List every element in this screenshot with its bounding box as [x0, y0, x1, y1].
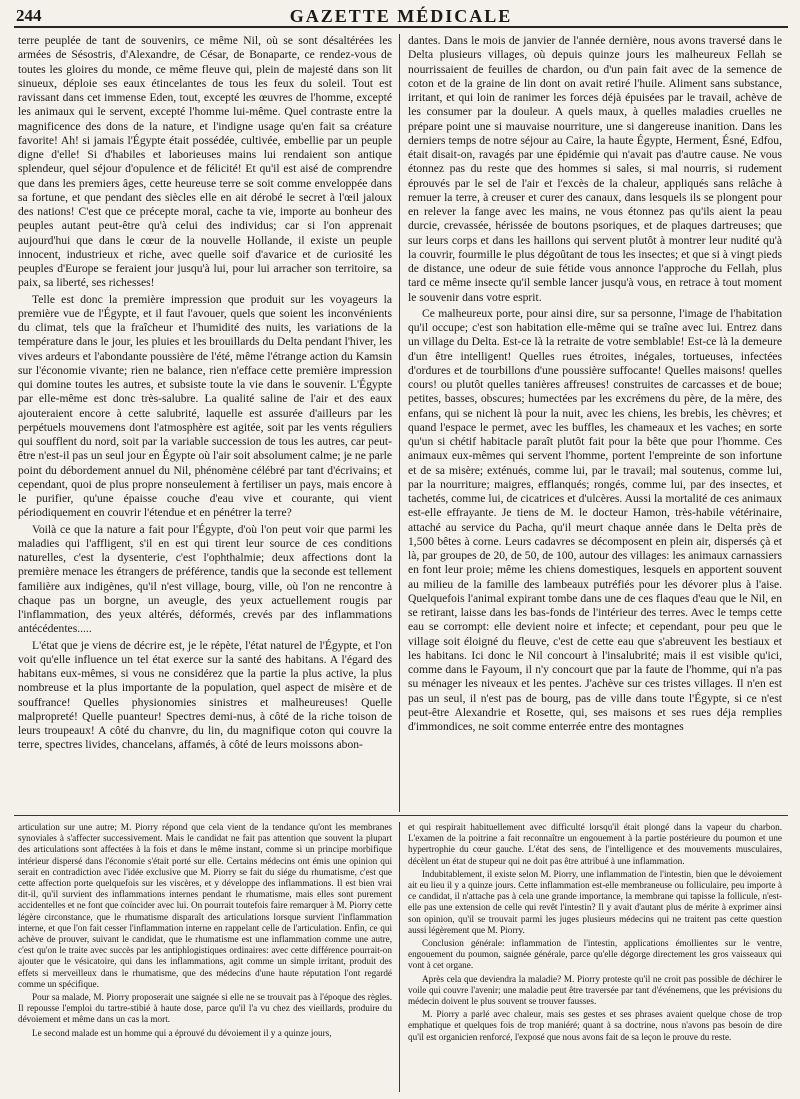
paragraph: et qui respirait habituellement avec difficulté lorsqu'il était plongé dans la vapeur du charbon. L'examen de la poitrine a fait reconnaître un engouement à la partie postérieure du poumon et une hypertrophie du cœur gauche. L'état des sens, de l'intelligence et des mouvements musculaires, décèlent un état de stupeur qui ne doit pas être attribué à une inflammation. [408, 822, 782, 866]
paragraph: terre peuplée de tant de souvenirs, ce même Nil, où se sont désaltérées les armées de Sésostris, d'Alexandre, de César, de Bonaparte, ce rendez-vous de toutes les gloires du monde, ce même fleuve qui, plein de majesté dans son lit sinueux, déploie ses eaux étincelantes de tous les feux du soleil. Tout est ravissant dans cet immense Eden, tout, excepté les œuvres de l'homme, excepté les animaux qui le servent, excepté l'homme lui-même. Quel contraste entre la magnificence des dons de la nature, et l'indigne usage qu'en fait sa créature favorite! Ah! si jamais l'Égypte était possédée, cultivée, embellie par un peuple digne d'elle! Si d'habiles et laborieuses mains lui rendaient son antique splendeur, quel séjour d'opulence et de félicité! Et qu'il est aisé de comprendre que dans les premiers âges, cette heureuse terre se soit comme enveloppée dans sa fortune, et que pendant des siècles elle en ait dérobé le secret à l'œil jaloux des nations! C'est que ce précepte moral, cache ta vie, importe au bonheur des peuples autant peut-être qu'à celui des individus; car si l'on apprenait aujourd'hui que dans le cœur de la nouvelle Hollande, il existe un peuple innocent, industrieux et riche, avec quelle soif d'avarice et de curiosité les peuples d'Europe se feraient jour jusqu'à lui, pour lui arracher son territoire, sa paix, sa liberté, ses richesses! [18, 34, 392, 290]
running-title: GAZETTE MÉDICALE [289, 6, 513, 26]
column-divider [399, 822, 400, 1092]
page-header [14, 4, 788, 28]
paragraph: Pour sa malade, M. Piorry proposerait une saignée si elle ne se trouvait pas à l'époque des règles. Il repousse l'emploi du tartre-stibié à haute dose, parce qu'il l'a vu chez des vieillards, produire du dévoiement et même dans un cas la mort. [18, 992, 392, 1025]
paragraph: M. Piorry a parlé avec chaleur, mais ses gestes et ses phrases avaient quelque chose de trop emphatique et quelques fois de trop maniéré; quant à sa doctrine, nous n'avons pas besoin de dire qu'il est organicien renforcé, l'exposé que nous avons fait de sa leçon le prouve du reste. [408, 1009, 782, 1042]
paragraph: Indubitablement, il existe selon M. Piorry, une inflammation de l'intestin, bien que le dévoiement ait eu lieu il y a quinze jours. Cette inflammation est-elle membraneuse ou folliculaire, peu importe à ce candidat, il n'attache pas à cela une grande importance, la membrane qui tapisse la follicule, n'est-elle pas une extension de celle qui revêt l'intestin? Il y avait d'autant plus de mérite à exprimer ainsi son opinion, qu'il se trouvait parmi les juges plusieurs médecins qui ne traitent pas cette question aussi légèrement que M. Piorry. [408, 868, 782, 935]
paragraph: Après cela que deviendra la maladie? M. Piorry proteste qu'il ne croit pas possible de déchirer le voile qui couvre l'avenir; une maladie peut être traversée par tant d'événemens, que les prévisions du médecin doivent le plus souvent se trouver fausses. [408, 973, 782, 1007]
paragraph: Telle est donc la première impression que produit sur les voyageurs la première vue de l'Égypte, et il faut l'avouer, quels que soient les inconvénients du climat, tels que la fraîcheur et l'humidité des nuits, les variations de la température dans le jour, les pluies et les brouillards du Delta pendant l'hiver, les vives ardeurs et l'abondante poussière de l'été, même l'étrange action du Kamsin sur l'économie vivante; rien ne balance, rien n'efface cette première impression qui domine toutes les autres, et subsiste toute la vie dans le souvenir. L'Égypte par elle-même est donc très-salubre. La qualité saline de l'air et des eaux ajouteraient encore à cette salubrité, laquelle est assurée d'ailleurs par les perpétuels mouvemens dont l'atmosphère est agitée, soit par les vents réguliers qui soufflent du nord, soit par la variable succession de tous les autres, car peut-être n'est-il pas un seul jour en Égypte où l'air soit absolument calme; je ne parle point du débordement annuel du Nil, phénomène célébré par tant d'écrivains; et cependant, quoi de plus propre nonseulement à fertiliser un pays, mais encore à le purifier, qu'une épaisse couche d'eau vive et courante, qui vient périodiquement en couvrir l'étendue et en pénétrer la terre? [18, 292, 392, 520]
upper-right-column [408, 34, 782, 812]
paragraph: Ce malheureux porte, pour ainsi dire, sur sa personne, l'image de l'habitation qu'il occupe; c'est son habitation elle-même qui se traîne avec lui. Entrez dans un village du Delta. Est-ce là la retraite de votre semblable! Est-ce là la demeure d'un être intelligent! Quelles rues étroites, inégales, tortueuses, infectées d'ordures et de tourbillons d'une poussière suffocante! Quelles maisons! quelles cours! ou plutôt quelles tanières affreuses! construites de carcasses et de boue; petites, basses, obscures; humectées par les excrémens du père, de la mère, des enfans, qui se nichent là pour la nuit, avec les chiens, les brebis, les chèvres; et quand l'espace le permet, avec les buffles, les chameaux et les vaches; en sorte qu'un si chétif habitacle paraît plutôt fait pour la bête que pour l'homme. Ces animaux eux-mêmes qui servent l'homme, portent l'empreinte de son infortune et de sa misère; exténués, comme lui, par le travail; mal soutenus, comme lui, par la nourriture; maigres, efflanqués; rongés, comme lui, par des insectes, et tachetés, comme lui, de cicatrices et d'ulcères. Aussi la mortalité de ces animaux est-elle effrayante. Je tiens de M. le docteur Hamon, très-habile vétérinaire, attaché au service du Pacha, qu'il meurt chaque année dans le Delta près de 1,500 bêtes à corne. Leurs cadavres se décomposent en plein air, dispersés çà et là, par groupes de 20, de 50, de 100, autour des villages: les animaux carnassiers en font leur proie; même les chiens domestiques, lesquels en apportent souvent au milieu de la famille des lambeaux putréfiés pour les dévorer plus à l'aise. Quelquefois l'animal expirant tombe dans une de ces flaques d'eau que le Nil, en se retirant, laisse dans les bas-fonds de l'intérieur des terres. Avec le temps cette eau se corrompt: elle devient noire et infecte; et cependant, pour peu que le village soit éloigné du fleuve, c'est de cette eau que s'abreuvent les bestiaux et les habitans. Ici donc le Nil concourt à l'insalubrité; mais il est visible qu'ici, comme dans le Fayoum, il n'y concourt que par la faute de l'homme, qui n'a pas su ménager les niveaux et les pentes. J'achève sur ces tristes villages. Il n'en est pas un seul, il n'est pas de bourg, pas de ville dans toute l'Égypte, si ce n'est peut-être Alexandrie et Rosette, qui, ses maisons et ses rues déja remplies d'immondices, ne soit comme enterrée entre des montagnes [408, 306, 782, 733]
lower-left-column [18, 822, 392, 1092]
paragraph: Voilà ce que la nature a fait pour l'Égypte, d'où l'on peut voir que parmi les maladies qui l'affligent, s'il en est qui tirent leur source de ces conditions naturelles, c'est la dysenterie, c'est l'ophthalmie; deux affections dont la première menace les étrangers de préférence, tandis que la seconde est tellement familière aux indigènes, qu'il n'est village, bourg, ville, où l'on ne rencontre à chaque pas un borgne, un aveugle, des yeux actuellement rougis par l'inflammation, des yeux altérés, déformés, crevés par des inflammations antécédentes..... [18, 522, 392, 636]
lower-right-column [408, 822, 782, 1092]
page-number: 244 [16, 6, 42, 25]
upper-left-column [18, 34, 392, 812]
paragraph: Le second malade est un homme qui a éprouvé du dévoiement il y a quinze jours, [32, 1027, 332, 1038]
section-divider [14, 815, 788, 816]
paragraph: dantes. Dans le mois de janvier de l'année dernière, nous avons traversé dans le Delta plusieurs villages, où depuis quinze jours les malheureux Fellah se nourrissaient de feuilles de chardon, ou d'un pain fait avec de la semence de coton et de la graine de lin dont on avait retiré l'huile. Aliment sans substance, irritant, et qui loin de ranimer les forces déjà épuisées par le travail, achève de les consumer par la douleur. A quels maux, à quelles maladies cruelles ne prépare point une si mauvaise nourriture, une si dangereuse inanition. Dans les derniers temps de notre séjour au Caire, la haute Égypte, Herment, Ésné, Edfou, était disait-on, ravagés par une épidémie qui n'avait pas d'autre cause. Ne vous étonnez pas du reste que des hommes si sales, si mal nourris, si rudement éprouvés par le sel de l'air et l'excès de la chaleur, appliqués sans relâche à remuer la terre, à creuser et curer des canaux, dans lesquels ils se plongent pour en relever la fange avec les mains, ne vous étonnez pas qu'ils aient la peau durcie, crevassée, hérissée de boutons psoriques, et de plaques dartreuses; que sur leurs corps et dans les haillons qui servent plutôt à montrer leur nudité qu'à la couvrir, fourmille le plus dégoûtant de tous les insectes; et que si à vingt pieds de distance, une odeur de suie fétide vous annonce l'approche du Fellah, plus tard ce même insecte qu'il semble lancer jusqu'à vous, en retrace à tout moment le souvenir dans votre esprit. [408, 34, 782, 304]
paragraph: articulation sur une autre; M. Piorry répond que cela vient de la tendance qu'ont les membranes synoviales à s'affecter successivement. Mais le candidat ne fait pas attention que souvent la plupart des articulations sont affectées à la fois et dans le même instant, comme si un principe morbifique intérieur dispersé dans l'économie s'était porté sur elle. Certains médecins ont émis une opinion qui serait en contradiction avec l'idée exclusive que M. Piorry se fait du siége du rhumatisme, c'est que cette affection porte quelquefois sur les viscères, et y développe des inflammations. Il est bien vrai dit-il, qu'il survient des inflammations internes pendant le rhumatisme, mais elles sont purement accidentelles et ne font que coïncider avec lui. On pourrait toutefois faire remarquer à M. Piorry cette légère circonstance, que le rhumatisme disparaît des articulations lorsque survient l'inflammation interne, et que l'on fait cesser l'inflammation interne en rappelant celle de l'articulation. Enfin, ce qui achève de prouver, suivant le candidat, que le rhumatisme est une inflammation comme une autre, c'est qu'on le traite avec succès par les antiphlogistiques ordinaires: avec cette différence pourrait-on ajouter que le vésicatoire, qui dans les inflammations, agit comme un simple irritant, produit des effets si merveilleux dans le rhumatisme, que des médecins d'une haute réputation l'ont regardé comme un spécifique. [18, 822, 392, 989]
paragraph: Conclusion générale: inflammation de l'intestin, applications émollientes sur le ventre, engouement du poumon, saignée générale, parce qu'elle dégorge directement les gros vaisseaux qui vont à cet organe. [408, 938, 782, 971]
column-divider [399, 34, 400, 812]
paragraph: L'état que je viens de décrire est, je le répète, l'état naturel de l'Égypte, et l'on voit qu'elle influence un tel état exerce sur la santé des habitans. A l'égard des habitans eux-mêmes, si vous ne considérez que la partie la plus active, la plus nombreuse et la plus importante de la population, quel aspect de misère et de souffrance! Quelles physionomies sinistres et malheureuses! Quelle malpropreté! Quelle puanteur! Spectres demi-nus, à côté de la riche toison de leurs troupeaux! A côté du chanvre, du lin, du magnifique coton qui couvre la terre, spectres livides, chancelans, affamés, à côté de leurs moissons abon- [18, 638, 392, 752]
